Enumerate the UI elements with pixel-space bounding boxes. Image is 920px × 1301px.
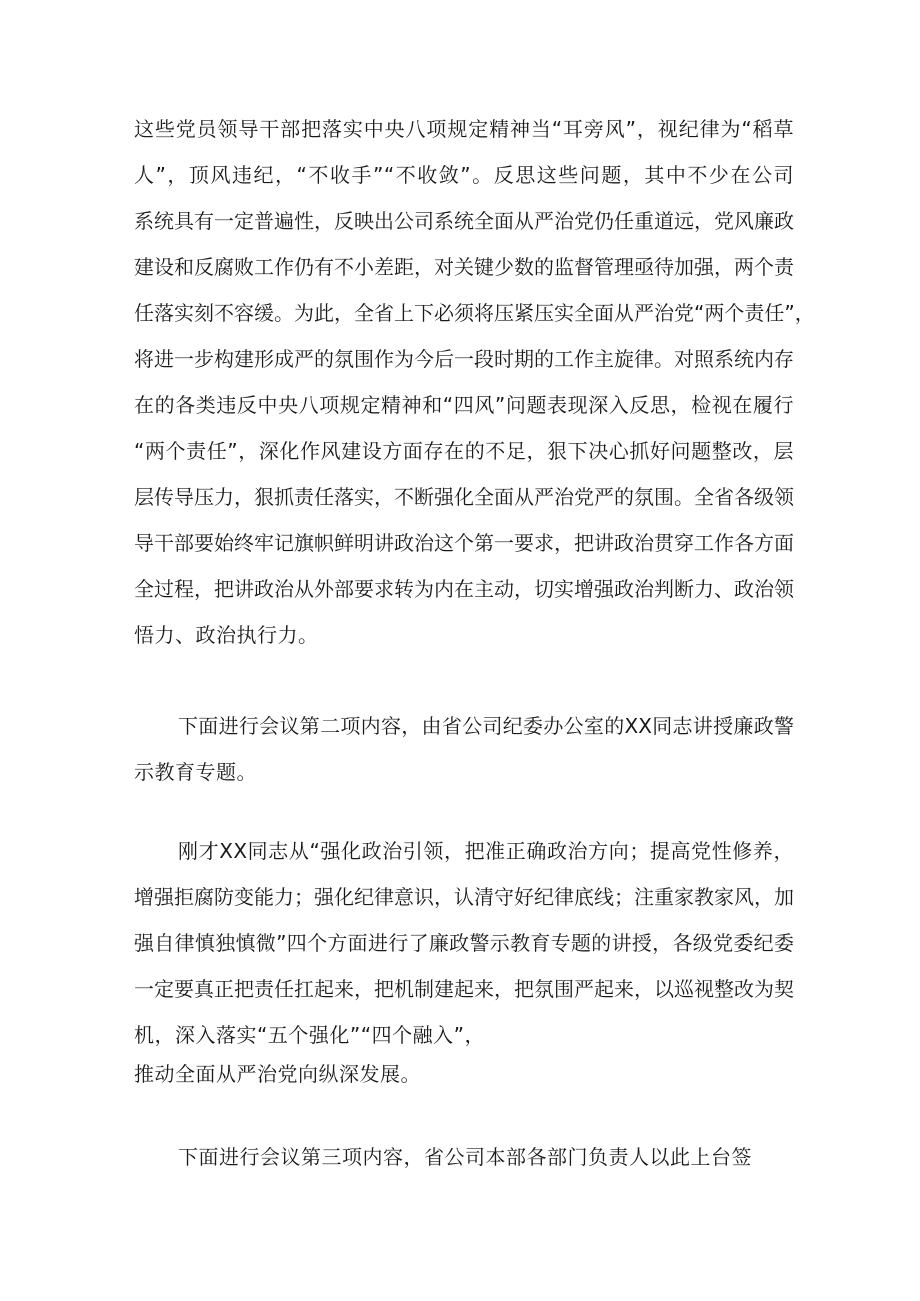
text-line: 增强拒腐防变能力；强化纪律意识，认清守好纪律底线；注重家教家风，加	[134, 885, 794, 909]
text-line: 推动全面从严治党向纵深发展。	[134, 1062, 421, 1086]
text-line: 机，深入落实“五个强化”“四个融入”，	[134, 1023, 485, 1047]
text-line: 全过程，把讲政治从外部要求转为内在主动，切实增强政治判断力、政治领	[134, 577, 794, 601]
text-line: 刚才XX同志从“强化政治引领，把准正确政治方向；提高党性修养，	[178, 839, 794, 863]
text-line: 强自律慎独慎微”四个方面进行了廉政警示教育专题的讲授，各级党委纪委	[134, 931, 794, 955]
text-line: 系统具有一定普遍性，反映出公司系统全面从严治党仍任重道远，党风廉政	[134, 209, 794, 233]
text-line: 示教育专题。	[134, 760, 257, 784]
text-line: 一定要真正把责任扛起来，把机制建起来，把氛围严起来，以巡视整改为契	[134, 977, 794, 1001]
text-line: 在的各类违反中央八项规定精神和“四风”问题表现深入反思，检视在履行	[134, 393, 794, 417]
text-line: “两个责任”，深化作风建设方面存在的不足，狠下决心抓好问题整改，层	[134, 439, 794, 463]
text-line: 建设和反腐败工作仍有不小差距，对关键少数的监督管理亟待加强，两个责	[134, 255, 794, 279]
text-line: 下面进行会议第二项内容，由省公司纪委办公室的XX同志讲授廉政警	[178, 714, 794, 738]
text-line: 导干部要始终牢记旗帜鲜明讲政治这个第一要求，把讲政治贯穿工作各方面	[134, 531, 794, 555]
text-line: 下面进行会议第三项内容，省公司本部各部门负责人以此上台签	[178, 1145, 752, 1169]
text-line: 这些党员领导干部把落实中央八项规定精神当“耳旁风”，视纪律为“稻草	[134, 117, 794, 141]
text-line: 任落实刻不容缓。为此，全省上下必须将压紧压实全面从严治党“两个责任”，	[134, 301, 815, 325]
text-line: 悟力、政治执行力。	[134, 623, 319, 647]
text-line: 将进一步构建形成严的氛围作为今后一段时期的工作主旋律。对照系统内存	[134, 347, 794, 371]
text-line: 人”，顶风违纪，“不收手”“不收敛”。反思这些问题，其中不少在公司	[134, 163, 794, 187]
text-line: 层传导压力，狠抓责任落实，不断强化全面从严治党严的氛围。全省各级领	[134, 485, 794, 509]
